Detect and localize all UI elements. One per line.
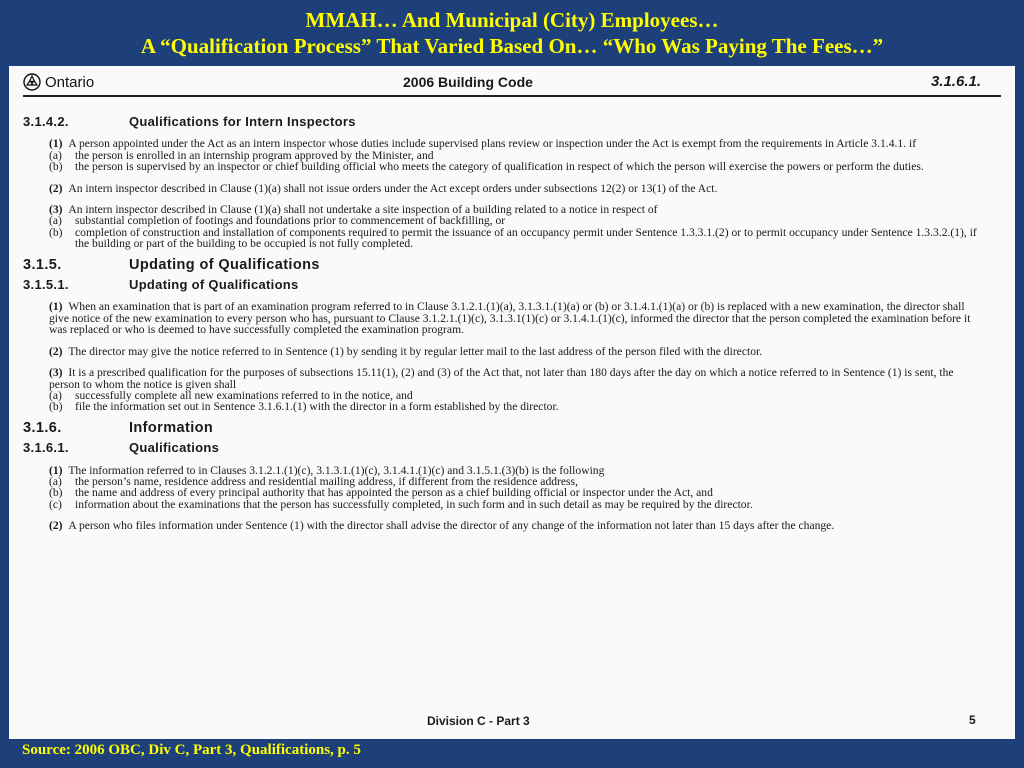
header-title: 2006 Building Code	[403, 74, 533, 90]
clause-label: (c)	[49, 497, 62, 511]
clause	[23, 499, 983, 510]
sentence-number: (3)	[49, 203, 63, 217]
sentence-number: (1)	[49, 463, 63, 477]
subsection-title: Updating of Qualifications	[129, 256, 320, 273]
sentence	[23, 138, 983, 172]
sentence-number: (3)	[49, 366, 63, 380]
sentence-lead	[23, 301, 983, 335]
article-heading	[23, 277, 983, 293]
article-title: Qualifications	[129, 440, 220, 456]
slide-title-line-2: A “Qualification Process” That Varied Based On… “Who Was Paying The Fees…”	[140, 34, 884, 58]
article-title: Updating of Qualifications	[129, 277, 299, 293]
clause-label: (b)	[49, 225, 63, 239]
sentence-lead	[23, 346, 983, 357]
clause-label: (b)	[49, 486, 63, 500]
sentence	[23, 301, 983, 335]
subsection-number: 3.1.5.	[23, 256, 62, 273]
document-header	[23, 71, 1001, 97]
header-article-number: 3.1.6.1.	[930, 73, 981, 90]
clause	[23, 227, 983, 250]
sentence-number: (2)	[49, 181, 63, 195]
sentence	[23, 204, 983, 250]
clause-label: (a)	[49, 388, 62, 402]
clause	[23, 161, 983, 172]
sentence-text: A person who files information under Sentence (1) with the director shall advise the director of any change of the information not later than 15 days after the change.	[68, 519, 835, 533]
subsection-number: 3.1.6.	[23, 419, 62, 436]
ontario-logo	[23, 73, 94, 91]
article-number: 3.1.4.2.	[23, 114, 69, 129]
sentence-lead	[23, 183, 983, 194]
sentence	[23, 367, 983, 413]
clause-text: information about the examinations that the person has successfully completed, in such form and in such detail as may be required by the director.	[75, 497, 753, 511]
article-heading	[23, 116, 983, 127]
sentence-number: (1)	[49, 137, 63, 151]
sentence	[23, 346, 983, 357]
article-heading	[23, 440, 983, 456]
clause-text: file the information set out in Sentence 3.1.6.1.(1) with the director in a form established by the director.	[75, 400, 559, 414]
sentence-text: An intern inspector described in Clause (1)(a) shall not issue orders under the Act except orders under subsections 12(2) or 13(1) of the Act.	[68, 181, 718, 195]
scanned-document	[9, 66, 1015, 739]
sentence	[23, 465, 983, 511]
sentence-number: (2)	[49, 519, 63, 533]
clause-label: (a)	[49, 474, 62, 488]
document-footer	[9, 712, 1015, 732]
clause-text: the person is supervised by an inspector or chief building official who meets the category of qualification in respect of which the person will exercise the powers or perform the duties.	[75, 160, 924, 174]
clause-label: (a)	[49, 214, 62, 228]
sentence	[23, 183, 983, 194]
slide-title-line-1: MMAH… And Municipal (City) Employees…	[305, 8, 719, 32]
sentence-text: When an examination that is part of an examination program referred to in Clause 3.1.2.1.(1)(a), 3.1.3.1.(1)(a) or (b) or 3.1.4.1.(1)(a) or (b) is replaced with a new examination, the director shall give notice of the new examination to every person who has, pursuant to Clause 3.1.2.1.(1)(c), 3.1.3.1(1)(c) or 3.1.4.1.(1)(c), informed the director that the person completed the examination before it was replaced or who is deemed to have successfully completed the examination program.	[49, 300, 971, 337]
clause-text: successfully complete all new examinations referred to in the notice, and	[75, 388, 413, 402]
source-citation: Source: 2006 OBC, Div C, Part 3, Qualifications, p. 5	[22, 742, 361, 758]
clause	[23, 401, 983, 412]
sentence-lead	[23, 367, 983, 390]
clause-text: completion of construction and installation of components required to permit the issuance of an occupancy permit under Sentence 1.3.3.1.(2) or to permit occupancy under Sentence 1.3.3.2.(1), if the building or part of the building to be occupied is not fully completed.	[75, 225, 977, 251]
sentence-lead	[23, 520, 983, 531]
division-label: Division C - Part 3	[427, 714, 530, 728]
sentence-number: (1)	[49, 300, 63, 314]
sentence-number: (2)	[49, 344, 63, 358]
article-number: 3.1.6.1.	[23, 440, 69, 456]
sentence-text: An intern inspector described in Clause (1)(a) shall not undertake a site inspection of a building related to a notice in respect of	[68, 203, 658, 217]
clause-text: the person’s name, residence address and residential mailing address, if different from the residence address,	[75, 474, 578, 488]
article-title: Qualifications for Intern Inspectors	[129, 114, 356, 129]
page-number: 5	[969, 713, 976, 727]
sentence	[23, 520, 983, 531]
article-number: 3.1.5.1.	[23, 277, 69, 293]
clause-label: (b)	[49, 160, 63, 174]
document-body	[23, 116, 983, 542]
clause-label: (b)	[49, 400, 63, 414]
subsection-heading	[23, 419, 983, 436]
subsection-heading	[23, 256, 983, 273]
slide-title	[0, 7, 1024, 59]
sentence-text: A person appointed under the Act as an intern inspector whose duties include supervised plans review or inspection under the Act is exempt from the requirements in Article 3.1.4.1. if	[68, 137, 917, 151]
sentence-text: The director may give the notice referred to in Sentence (1) by sending it by regular letter mail to the last address of the person filed with the director.	[68, 344, 763, 358]
clause-text: substantial completion of footings and foundations prior to commencement of backfilling, or	[75, 214, 506, 228]
subsection-title: Information	[129, 419, 214, 436]
trillium-icon	[23, 73, 41, 91]
clause-text: the person is enrolled in an internship program approved by the Minister, and	[75, 148, 434, 162]
sentence-text: It is a prescribed qualification for the purposes of subsections 15.11(1), (2) and (3) of the Act that, not later than 180 days after the day on which a notice referred to in Sentence (1) is sent, the person to whom the notice is given shall	[49, 366, 954, 391]
clause-label: (a)	[49, 148, 62, 162]
sentence-text: The information referred to in Clauses 3.1.2.1.(1)(c), 3.1.3.1.(1)(c), 3.1.4.1.(1)(c) and 3.1.5.1.(3)(b) is the following	[68, 463, 605, 477]
logo-text: Ontario	[45, 73, 95, 91]
clause-text: the name and address of every principal authority that has appointed the person as a chief building official or inspector under the Act, and	[75, 486, 713, 500]
